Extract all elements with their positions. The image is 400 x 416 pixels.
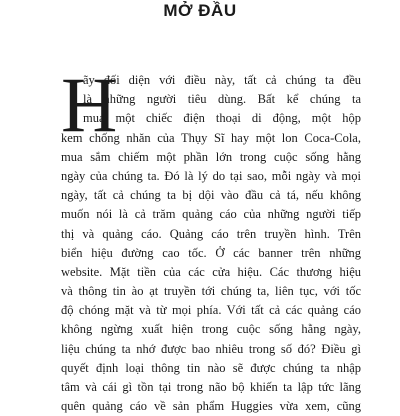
- text-line: độ chóng mặt và từ mọi phía. Với tất cả các quảng cáo: [61, 303, 361, 318]
- text-line: tâm và cái gì tồn tại trong não bộ khiến ta lập tức lãng: [61, 380, 361, 394]
- text-line: quyết định loại thông tin nào sẽ được chúng ta nhập: [61, 360, 361, 375]
- text-line: muốn nói là cả trăm quảng cáo của những người tiếp: [61, 207, 361, 222]
- drop-cap-letter: H: [61, 61, 118, 148]
- text-line: là những người tiêu dùng. Bất kể chúng ta: [83, 92, 361, 107]
- text-line: mua một chiếc điện thoại di động, một hộp: [83, 111, 361, 126]
- chapter-title: MỞ ĐẦU: [163, 1, 237, 20]
- text-line: website. Mặt tiền của các cửa hiệu. Các thương hiệu: [61, 264, 361, 279]
- text-line: ngày của chúng ta. Đó là lý do tại sao, mỗi ngày và mọi: [61, 168, 361, 183]
- text-line: không ngừng xuất hiện trong cuộc sống hằng ngày,: [61, 322, 361, 337]
- text-line: ngày, tất cả chúng ta bị dội vào đầu cả tá, nếu không: [61, 188, 361, 203]
- text-line: quên quảng cáo về sản phẩm Huggies vừa xem, cũng: [61, 399, 361, 414]
- text-line: liệu chúng ta nhớ được bao nhiêu trong số đó? Điều gì: [61, 341, 361, 356]
- text-line: ãy đối diện với điều này, tất cả chúng ta đều: [83, 73, 361, 87]
- text-line: mua sắm chiếm một phần lớn trong cuộc sống hằng: [61, 149, 361, 164]
- text-line: và thông tin ào ạt truyền tới chúng ta, liên tục, với tốc: [61, 284, 361, 299]
- body-text: [61, 71, 361, 416]
- text-line: thị và quảng cáo. Quảng cáo trên truyền hình. Trên: [61, 226, 361, 241]
- text-line: biển hiệu đường cao tốc. Ở các banner trên những: [61, 245, 361, 260]
- text-line: kem chống nhăn của Thụy Sĩ hay một lon Coca-Cola,: [61, 130, 361, 145]
